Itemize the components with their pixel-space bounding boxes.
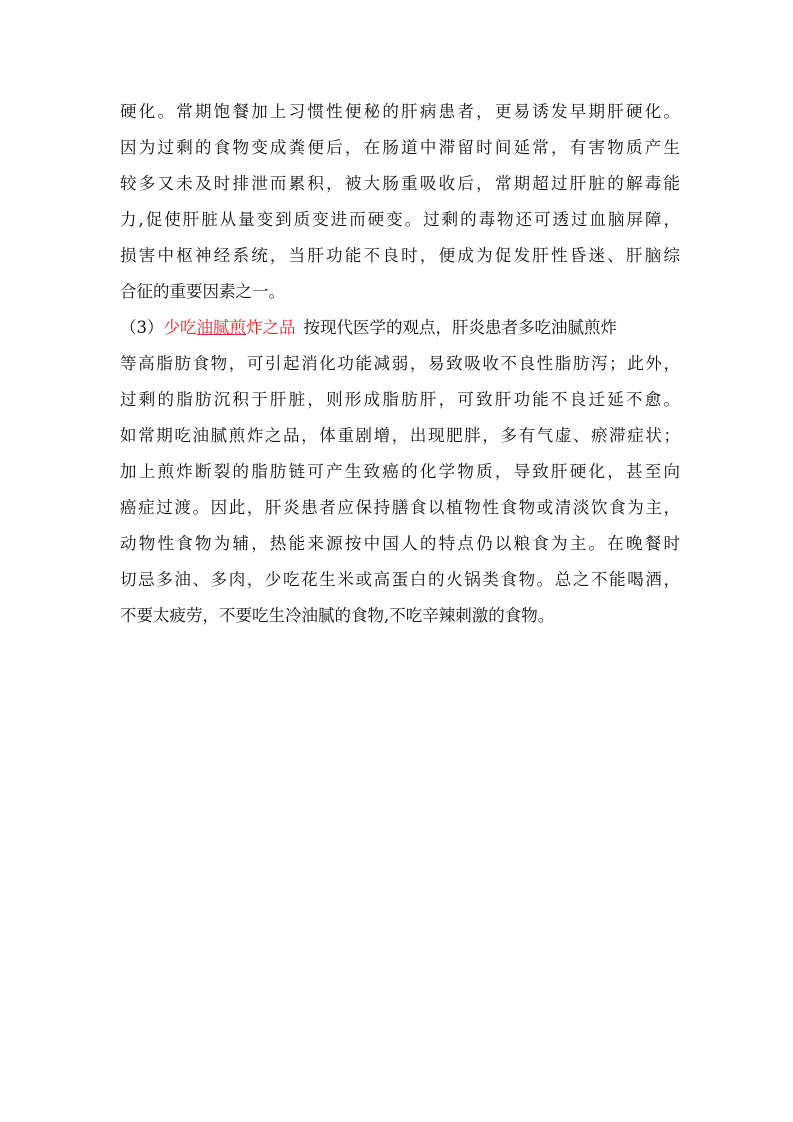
paragraph-line: 较多又未及时排泄而累积，被大肠重吸收后，常期超过肝脏的解毒能: [120, 174, 680, 193]
section-title-part: 炸之品: [246, 318, 296, 337]
paragraph-line: 动物性食物为辅，热能来源按中国人的特点仍以粮食为主。在晚餐时: [120, 534, 680, 553]
paragraph-line: 不要太疲劳，不要吃生冷油腻的食物,不吃辛辣刺激的食物。: [120, 606, 555, 625]
paragraph-line: 如常期吃油腻煎炸之品，体重剧增，出现肥胖，多有气虚、瘀滞症状；: [120, 426, 680, 445]
section-number: （3）: [120, 318, 164, 337]
paragraph-line: 因为过剩的食物变成粪便后，在肠道中滞留时间延常，有害物质产生: [120, 138, 680, 157]
section-text: 按现代医学的观点，肝炎患者多吃油腻煎炸: [303, 318, 617, 337]
section-title-underlined: 油腻煎: [196, 318, 246, 337]
paragraph-line: 等高脂肪食物，可引起消化功能减弱，易致吸收不良性脂肪泻；此外，: [120, 354, 680, 373]
paragraph-line: 切忌多油、多肉，少吃花生米或高蛋白的火锅类食物。总之不能喝酒，: [120, 570, 680, 589]
paragraph-line: 合征的重要因素之一。: [120, 282, 285, 301]
body-text: [120, 94, 680, 634]
paragraph-line: 力,促使肝脏从量变到质变进而硬变。过剩的毒物还可透过血脑屏障，: [120, 210, 680, 229]
paragraph-line: 加上煎炸断裂的脂肪链可产生致癌的化学物质，导致肝硬化，甚至向: [120, 462, 680, 481]
paragraph-line: 损害中枢神经系统，当肝功能不良时，便成为促发肝性昏迷、肝脑综: [120, 246, 680, 265]
paragraph-line: 硬化。常期饱餐加上习惯性便秘的肝病患者，更易诱发早期肝硬化。: [120, 102, 680, 121]
paragraph-line: 过剩的脂肪沉积于肝脏，则形成脂肪肝，可致肝功能不良迁延不愈。: [120, 390, 680, 409]
section-heading-line: [120, 310, 680, 346]
section-title-part: 少吃: [163, 318, 197, 337]
paragraph-line: 癌症过渡。因此，肝炎患者应保持膳食以植物性食物或清淡饮食为主，: [120, 498, 680, 517]
